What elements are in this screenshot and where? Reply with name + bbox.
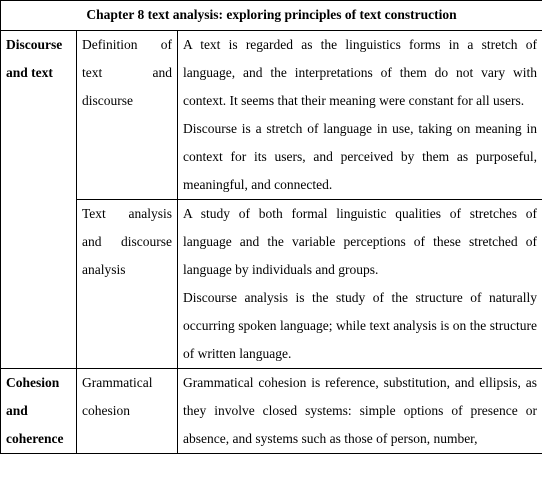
topic-cell: Definition of text and discourse bbox=[77, 31, 178, 200]
table-row bbox=[1, 369, 542, 454]
description-paragraph: Grammatical cohesion is reference, substitution, and ellipsis, as they involve closed systems: simple options of presence or absence, and systems such as those of person, number, bbox=[183, 375, 537, 446]
table-title: Chapter 8 text analysis: exploring principles of text construction bbox=[1, 1, 542, 31]
table-row bbox=[1, 200, 542, 369]
description-paragraph: A text is regarded as the linguistics forms in a stretch of language, and the interpretations of them do not vary with context. It seems that their meaning were constant for all users. bbox=[183, 37, 537, 108]
description-cell bbox=[178, 200, 542, 369]
description-paragraph: A study of both formal linguistic qualities of stretches of language and the variable perceptions of these stretched of language by individuals and groups. bbox=[183, 206, 537, 277]
topic-cell: Grammatical cohesion bbox=[77, 369, 178, 454]
description-paragraph: Discourse is a stretch of language in use, taking on meaning in context for its users, and perceived by them as purposeful, meaningful, and connected. bbox=[183, 121, 537, 192]
topic-cell: Text analysis and discourse analysis bbox=[77, 200, 178, 369]
table-row bbox=[1, 31, 542, 200]
section-name: Discourse and text bbox=[1, 31, 77, 369]
title-row bbox=[1, 1, 542, 31]
description-paragraph: Discourse analysis is the study of the structure of naturally occurring spoken language; while text analysis is on the structure of written language. bbox=[183, 290, 537, 361]
description-cell bbox=[178, 369, 542, 454]
description-cell bbox=[178, 31, 542, 200]
section-name: Cohesion and coherence bbox=[1, 369, 77, 454]
